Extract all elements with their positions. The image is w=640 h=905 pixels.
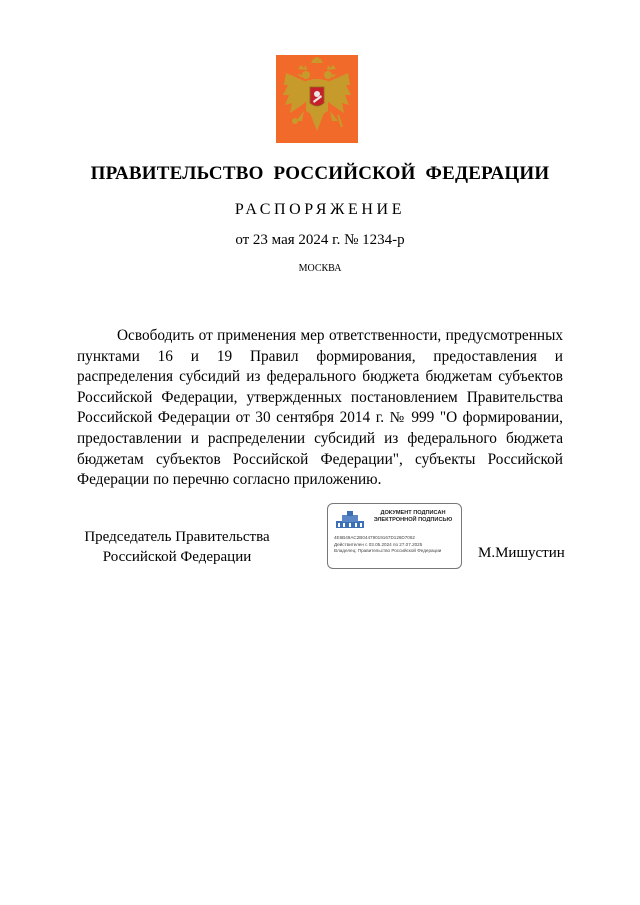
electronic-signature-stamp: [327, 503, 462, 569]
signer-position-line1: Председатель Правительства: [84, 529, 270, 545]
government-building-icon: [335, 511, 365, 529]
document-type: РАСПОРЯЖЕНИЕ: [234, 201, 406, 218]
stamp-title-line2: ЭЛЕКТРОННОЙ ПОДПИСЬЮ: [373, 517, 453, 523]
signer-position: [72, 527, 282, 567]
stamp-validity: Действителен с 03.05.2024 по 27.07.2025: [334, 542, 423, 547]
stamp-certificate: 4E6B49AC2B04479019167D126D7062: [334, 535, 415, 540]
document-date-number: от 23 мая 2024 г. № 1234-р: [235, 232, 405, 248]
stamp-owner: Владелец: Правительство Российской Федерации: [334, 548, 442, 553]
document-city: МОСКВА: [298, 263, 342, 274]
signer-position-line2: Российской Федерации: [102, 549, 252, 565]
stamp-title-line1: ДОКУМЕНТ ПОДПИСАН: [380, 510, 446, 516]
signer-name: М.Мишустин: [478, 545, 565, 561]
organization-title: ПРАВИТЕЛЬСТВО РОССИЙСКОЙ ФЕДЕРАЦИИ: [90, 163, 550, 184]
russian-coat-of-arms-icon: [276, 55, 358, 143]
order-text: Освободить от применения мер ответственности, предусмотренных пунктами 16 и 19 Правил формирования, предоставления и распределения субсидий из федерального бюджета бюджетам субъектов Российской Федерации, утвержденных постановлением Правительства Российской Федерации от 30 сентября 2014 г. № 999 "О формировании, предоставлении и распределении субсидий из федерального бюджета бюджетам субъектов Российской Федерации", субъекты Российской Федерации по перечню согласно приложению.: [77, 327, 563, 489]
stamp-title: [366, 510, 460, 524]
